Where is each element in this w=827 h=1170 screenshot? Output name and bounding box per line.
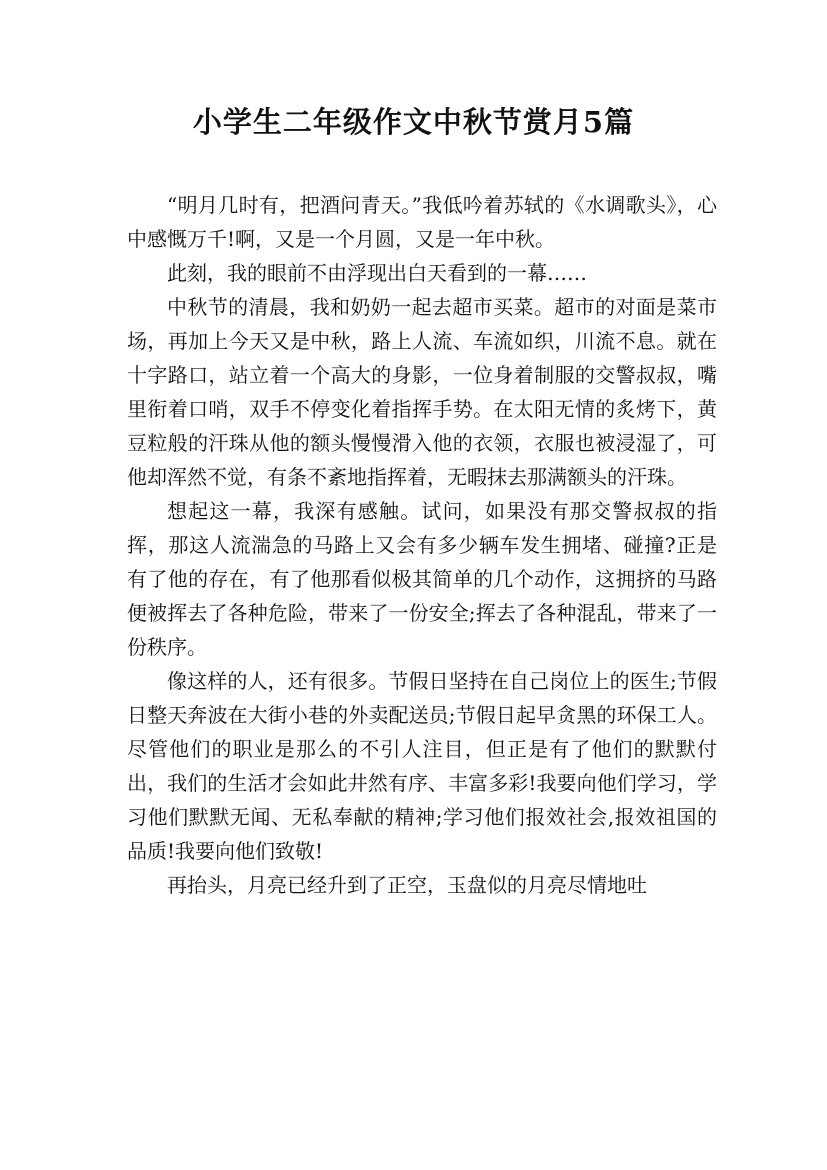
paragraph: 再抬头，月亮已经升到了正空，玉盘似的月亮尽情地吐: [167, 873, 647, 897]
document-body: [127, 188, 717, 902]
document-title: 小学生二年级作文中秋节赏月5篇: [192, 105, 635, 139]
paragraph: 像这样的人，还有很多。节假日坚持在自己岗位上的医生;节假日整天奔波在大街小巷的外卖配送员;节假日起早贪黑的环保工人。尽管他们的职业是那么的不引人注目，但正是有了他们的默默付出，我们的生活才会如此井然有序、丰富多彩!我要向他们学习，学习他们默默无闻、无私奉献的精神;学习他们报效社会,报效祖国的品质!我要向他们致敬!: [127, 669, 717, 863]
paragraph: 想起这一幕，我深有感触。试问，如果没有那交警叔叔的指挥，那这人流湍急的马路上又会有多少辆车发生拥堵、碰撞?正是有了他的存在，有了他那看似极其简单的几个动作，这拥挤的马路便被挥去了各种危险，带来了一份安全;挥去了各种混乱，带来了一份秩序。: [127, 499, 717, 659]
paragraph: 中秋节的清晨，我和奶奶一起去超市买菜。超市的对面是菜市场，再加上今天又是中秋，路上人流、车流如织，川流不息。就在十字路口，站立着一个高大的身影，一位身着制服的交警叔叔，嘴里衔着口哨，双手不停变化着指挥手势。在太阳无情的炙烤下，黄豆粒般的汗珠从他的额头慢慢滑入他的衣领，衣服也被浸湿了，可他却浑然不觉，有条不紊地指挥着，无暇抹去那满额头的汗珠。: [127, 295, 717, 489]
paragraph: “明月几时有，把酒问青天。”我低吟着苏轼的《水调歌头》，心中感慨万千!啊，又是一个月圆，又是一年中秋。: [127, 193, 717, 251]
paragraph: 此刻，我的眼前不由浮现出白天看到的一幕……: [167, 261, 587, 285]
